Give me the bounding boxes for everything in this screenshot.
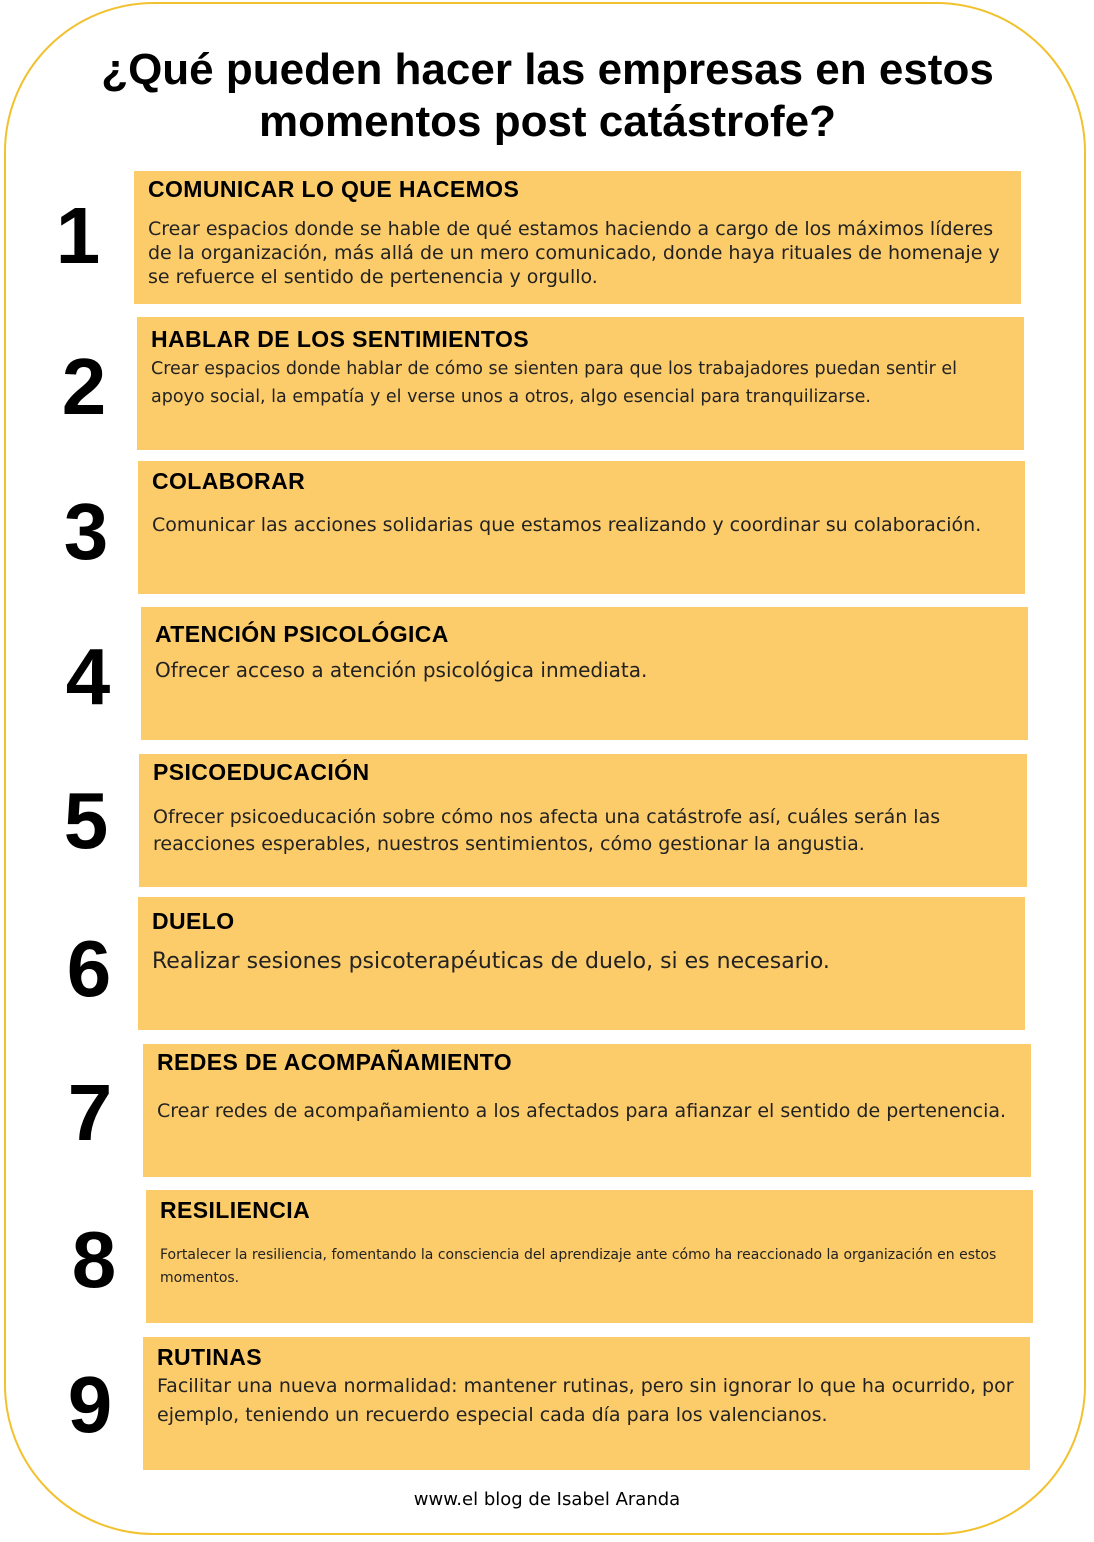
item-number: 1: [55, 191, 101, 280]
item-heading: ATENCIÓN PSICOLÓGICA: [155, 621, 449, 647]
item-heading: DUELO: [152, 908, 235, 934]
item-number: 3: [63, 487, 109, 576]
item-text: Fortalecer la resiliencia, fomentando la consciencia del aprendizaje ante cómo ha reaccionado la organización en estos momentos.: [160, 1247, 997, 1286]
item-number: 2: [61, 342, 107, 431]
item-number: 7: [67, 1068, 113, 1157]
item-number: 8: [71, 1215, 117, 1304]
item-text: Facilitar una nueva normalidad: mantener rutinas, pero sin ignorar lo que ha ocurrido, por ejemplo, teniendo un recuerdo especial cada día para los valencianos.: [157, 1375, 1014, 1426]
item-text: Realizar sesiones psicoterapéuticas de duelo, si es necesario.: [152, 949, 830, 974]
item-text: Crear espacios donde hablar de cómo se sienten para que los trabajadores puedan sentir el apoyo social, la empatía y el verse unos a otros, algo esencial para tranquilizarse.: [151, 359, 958, 407]
item-text: Comunicar las acciones solidarias que estamos realizando y coordinar su colaboración.: [152, 514, 982, 536]
item-text: Crear redes de acompañamiento a los afectados para afianzar el sentido de pertenencia.: [157, 1100, 1007, 1122]
item-number: 6: [66, 924, 112, 1013]
page-title: ¿Qué pueden hacer las empresas en estos momentos post catástrofe?: [101, 45, 994, 146]
item-card: [134, 171, 1021, 304]
item-card: [141, 607, 1028, 740]
item-card: [137, 317, 1024, 450]
item-heading: HABLAR DE LOS SENTIMIENTOS: [151, 326, 529, 352]
item-heading: COMUNICAR LO QUE HACEMOS: [148, 176, 520, 202]
item-text: Crear espacios donde se hable de qué estamos haciendo a cargo de los máximos líderes de la organización, más allá de un mero comunicado, donde haya rituales de homenaje y se refuerce el sentido de pertenencia y orgullo.: [148, 218, 1000, 288]
item-card: [138, 461, 1025, 594]
item-number: 5: [63, 776, 109, 865]
item-card: [143, 1044, 1031, 1177]
item-text: Ofrecer acceso a atención psicológica inmediata.: [155, 658, 648, 682]
item-text: Ofrecer psicoeducación sobre cómo nos afecta una catástrofe así, cuáles serán las reacciones esperables, nuestros sentimientos, cómo gestionar la angustia.: [153, 806, 941, 855]
item-heading: COLABORAR: [152, 468, 306, 494]
item-card: [139, 754, 1027, 887]
item-number: 4: [65, 632, 111, 721]
footer-credit: www.el blog de Isabel Aranda: [413, 1489, 681, 1510]
item-card: [143, 1337, 1030, 1470]
item-card: [146, 1190, 1033, 1323]
item-heading: RESILIENCIA: [160, 1197, 311, 1223]
item-heading: RUTINAS: [157, 1344, 263, 1370]
item-card: [138, 897, 1025, 1030]
item-number: 9: [67, 1360, 113, 1449]
item-heading: PSICOEDUCACIÓN: [153, 759, 370, 785]
item-heading: REDES DE ACOMPAÑAMIENTO: [157, 1049, 513, 1075]
